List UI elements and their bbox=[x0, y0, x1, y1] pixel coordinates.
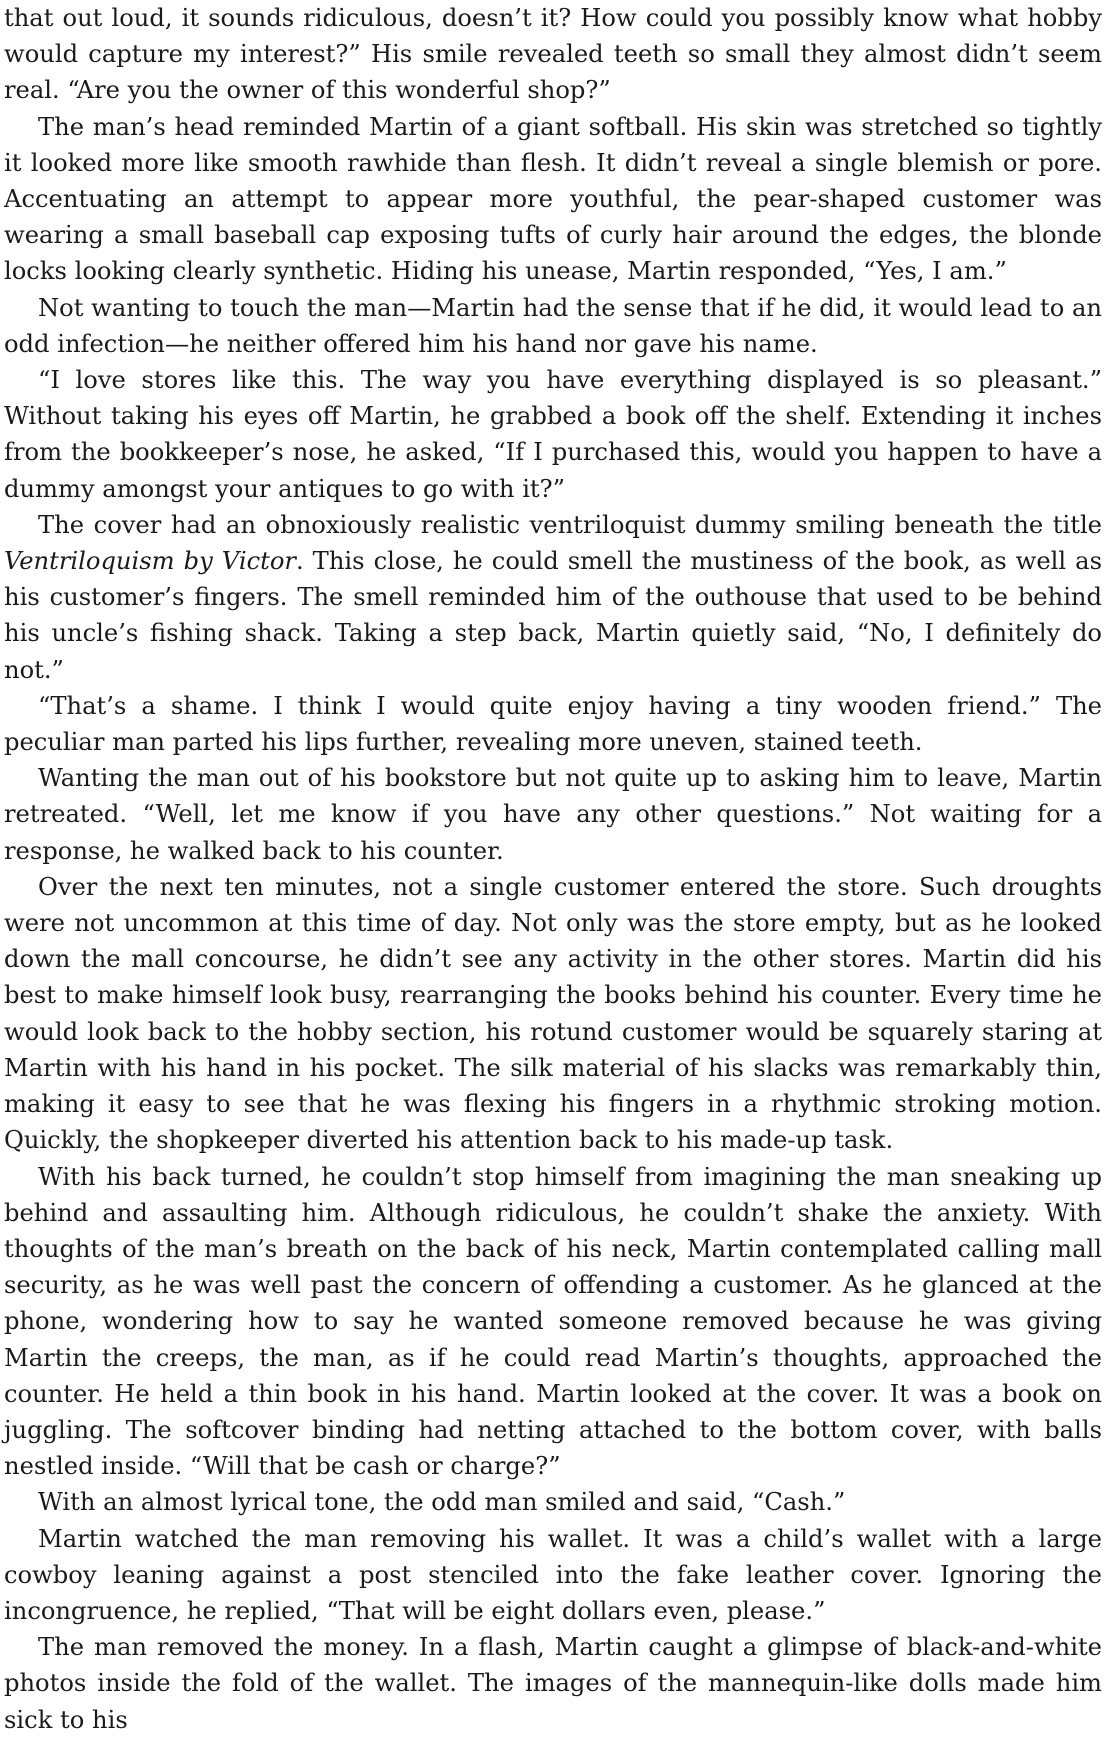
paragraph-2 bbox=[4, 109, 1102, 290]
paragraph-9 bbox=[4, 1159, 1102, 1485]
paragraph-7 bbox=[4, 760, 1102, 869]
paragraph-text: Wanting the man out of his bookstore but not quite up to asking him to leave, Martin retreated. “Well, let me know if you have any other questions.” Not waiting for a response, he walked back to his counter. bbox=[4, 764, 1102, 865]
paragraph-5 bbox=[4, 507, 1102, 688]
paragraph-4 bbox=[4, 362, 1102, 507]
paragraph-text: Over the next ten minutes, not a single customer entered the store. Such droughts were not uncommon at this time of day. Not only was the store empty, but as he looked down the mall concourse, he didn’t see any activity in the other stores. Martin did his best to make himself look busy, rearranging the books behind his counter. Every time he would look back to the hobby section, his rotund customer would be squarely staring at Martin with his hand in his pocket. The silk material of his slacks was remarkably thin, making it easy to see that he was flexing his fingers in a rhythmic stroking motion. Quickly, the shopkeeper diverted his attention back to his made-up task. bbox=[4, 872, 1102, 1155]
paragraph-text: “That’s a shame. I think I would quite enjoy having a tiny wooden friend.” The peculiar man parted his lips further, revealing more uneven, stained teeth. bbox=[4, 691, 1102, 757]
paragraph-text: Not wanting to touch the man—Martin had the sense that if he did, it would lead to an odd infection—he neither offered him his hand nor gave his name. bbox=[4, 293, 1102, 358]
paragraph-6 bbox=[4, 688, 1102, 760]
paragraph-text: With his back turned, he couldn’t stop himself from imagining the man sneaking up behind and assaulting him. Although ridiculous, he couldn’t shake the anxiety. With thoughts of the man’s breath on the back of his neck, Martin contemplated calling mall security, as he was well past the concern of offending a customer. As he glanced at the phone, wondering how to say he wanted someone removed because he was giving Martin the creeps, the man, as if he could read Martin’s thoughts, approached the counter. He held a thin book in his hand. Martin looked at the cover. It was a book on juggling. The softcover binding had netting attached to the bottom cover, with balls nestled inside. “Will that be cash or charge?” bbox=[4, 1162, 1102, 1481]
paragraph-10 bbox=[4, 1484, 1102, 1520]
paragraph-text: Martin watched the man removing his wallet. It was a child’s wallet with a large cowboy leaning against a post stenciled into the fake leather cover. Ignoring the incongruence, he replied, “That will be eight dollars even, please.” bbox=[4, 1524, 1102, 1625]
paragraph-12 bbox=[4, 1629, 1102, 1738]
paragraph-1 bbox=[4, 0, 1102, 109]
paragraph-8 bbox=[4, 869, 1102, 1159]
paragraph-text: . This close, he could smell the mustiness of the book, as well as his customer’s fingers. The smell reminded him of the outhouse that used to be behind his uncle’s fishing shack. Taking a step back, Martin quietly said, “No, I definitely do not.” bbox=[4, 547, 1102, 684]
paragraph-text: The cover had an obnoxiously realistic ventriloquist dummy smiling beneath the title bbox=[38, 510, 1102, 539]
paragraph-text: The man removed the money. In a flash, Martin caught a glimpse of black-and-white photos inside the fold of the wallet. The images of the mannequin-like dolls made him sick to his bbox=[4, 1633, 1102, 1734]
paragraph-text: With an almost lyrical tone, the odd man smiled and said, “Cash.” bbox=[38, 1488, 846, 1517]
paragraph-text: that out loud, it sounds ridiculous, doesn’t it? How could you possibly know what hobby would capture my interest?” His smile revealed teeth so small they almost didn’t seem real. “Are you the owner of this wonderful shop?” bbox=[4, 4, 1102, 105]
paragraph-text: “I love stores like this. The way you have everything displayed is so pleasant.” Without taking his eyes off Martin, he grabbed a book off the shelf. Extending it inches from the bookkeeper’s nose, he asked, “If I purchased this, would you happen to have a dummy amongst your antiques to go with it?” bbox=[4, 366, 1102, 503]
book-title-italic: Ventriloquism by Victor bbox=[4, 547, 296, 576]
paragraph-text: The man’s head reminded Martin of a giant softball. His skin was stretched so tightly it looked more like smooth rawhide than flesh. It didn’t reveal a single blemish or pore. Accentuating an attempt to appear more youthful, the pear-shaped customer was wearing a small baseball cap exposing tufts of curly hair around the edges, the blonde locks looking clearly synthetic. Hiding his unease, Martin responded, “Yes, I am.” bbox=[4, 112, 1102, 286]
paragraph-3 bbox=[4, 290, 1102, 362]
paragraph-11 bbox=[4, 1521, 1102, 1630]
